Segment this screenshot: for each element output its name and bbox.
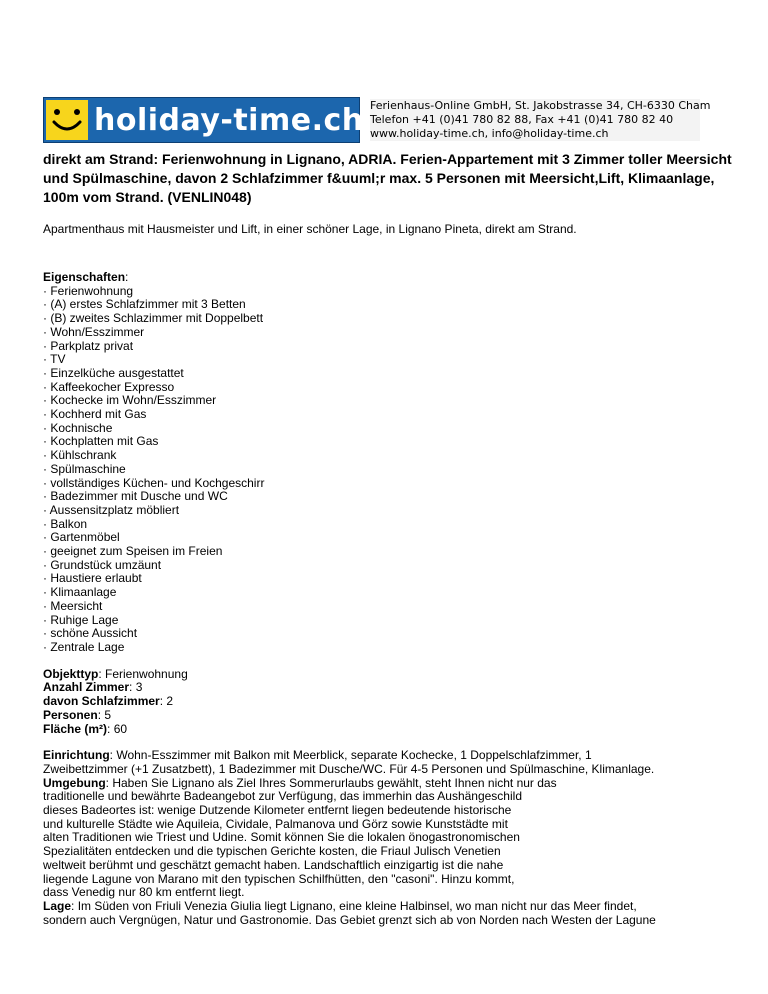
feature-item: · Kaffeekocher Expresso — [43, 381, 733, 395]
feature-item: · Spülmaschine — [43, 463, 733, 477]
feature-item: · Kochnische — [43, 422, 733, 436]
einrichtung-label: Einrichtung — [43, 748, 110, 763]
detail-value: 2 — [166, 694, 174, 709]
feature-item: · Kochplatten mit Gas — [43, 435, 733, 449]
feature-item: · vollständiges Küchen- und Kochgeschirr — [43, 477, 733, 491]
logo-text: holiday-time.ch — [94, 103, 364, 138]
detail-label: Anzahl Zimmer — [43, 680, 130, 695]
lage-line: Im Süden von Friuli Venezia Giulia liegt Lignano, eine kleine Halbinsel, wo man nicht nur das Meer findet, — [77, 898, 637, 913]
details-section — [43, 668, 733, 737]
detail-value: 5 — [104, 707, 112, 722]
umgebung-line: Spezialitäten entdecken und die typischen Gerichte kosten, die Friaul Julisch Venetien — [43, 844, 501, 859]
feature-item: · Haustiere erlaubt — [43, 572, 733, 586]
company-phone: Telefon +41 (0)41 780 82 88, Fax +41 (0)41 780 82 40 — [370, 113, 674, 126]
feature-item: · Aussensitzplatz möbliert — [43, 504, 733, 518]
lage-line: sondern auch Vergnügen, Natur und Gastronomie. Das Gebiet grenzt sich ab von Norden nach Westen der Lagune — [43, 912, 656, 927]
feature-item: · (B) zweites Schlazimmer mit Doppelbett — [43, 312, 733, 326]
content — [43, 271, 733, 927]
umgebung-line: und kulturelle Städte wie Aquileia, Cividale, Palmanova und Görz sowie Kunststädte mit — [43, 816, 508, 831]
detail-value: 60 — [113, 721, 128, 736]
features-list — [43, 285, 733, 655]
holiday-time-logo[interactable] — [43, 97, 364, 143]
detail-row: Personen: 5 — [43, 707, 112, 722]
feature-item: · Badezimmer mit Dusche und WC — [43, 490, 733, 504]
feature-item: · geeignet zum Speisen im Freien — [43, 545, 733, 559]
feature-item: · Gartenmöbel — [43, 531, 733, 545]
features-label: Eigenschaften — [43, 270, 126, 284]
detail-label: davon Schlafzimmer — [43, 694, 160, 709]
umgebung-line: dieses Badeortes ist: wenige Dutzende Kilometer entfernt liegen bedeutende historische — [43, 803, 512, 818]
umgebung-label: Umgebung — [43, 775, 106, 790]
feature-item: · TV — [43, 353, 733, 367]
detail-value: 3 — [135, 680, 143, 695]
umgebung-line: weltweit berühmt und geschätzt gemacht haben. Landschaftlich einzigartig ist die nahe — [43, 857, 504, 872]
feature-item: · Zentrale Lage — [43, 641, 733, 655]
features-section: Eigenschaften: · Ferienwohnung · (A) erstes Schlafzimmer mit 3 Betten · (B) zweites Schlazimmer mit Doppelbett · Wohn/Esszimmer · Parkplatz privat · TV · Einzelküche ausgestattet · Kaffeekocher Expresso · Kochecke im Wohn/Esszimmer · Kochherd mit Gas · Kochnische · Kochplatten mit Gas · Kühlschrank · Spülmaschine · vollständiges Küchen- und Kochgeschirr · Badezimmer mit Dusche und WC · Aussensitzplatz möbliert · Balkon · Gartenmöbel · geeignet zum Speisen im Freien · Grundstück umzäunt · Haustiere erlaubt · Klimaanlage · Meersicht · Ruhige Lage · schöne Aussicht · Zentrale Lage — [43, 271, 733, 655]
detail-row: davon Schlafzimmer: 2 — [43, 694, 174, 709]
company-web[interactable]: www.holiday-time.ch, info@holiday-time.ch — [370, 127, 609, 140]
feature-item: · Balkon — [43, 518, 733, 532]
feature-item: · Grundstück umzäunt — [43, 559, 733, 573]
feature-item: · Einzelküche ausgestattet — [43, 367, 733, 381]
umgebung-line: Haben Sie Lignano als Ziel Ihres Sommerurlaubs gewählt, steht Ihnen nicht nur das — [112, 775, 557, 790]
feature-item: · schöne Aussicht — [43, 627, 733, 641]
umgebung-line: alten Traditionen wie Triest und Udine. Somit können Sie die lokalen önogastronomischen — [43, 830, 520, 845]
feature-item: · Kochecke im Wohn/Esszimmer — [43, 394, 733, 408]
detail-label: Fläche (m²) — [43, 721, 108, 736]
detail-row: Objekttyp: Ferienwohnung — [43, 666, 188, 681]
header — [43, 97, 711, 143]
page-title: direkt am Strand: Ferienwohnung in Lignano, ADRIA. Ferien-Appartement mit 3 Zimmer toller Meersicht und Spülmaschine, davon 2 Schlafzimmer f&uuml;r max. 5 Personen mit Meersicht,Lift, Klimaanlage, 100m vom Strand. (VENLIN048) — [43, 151, 732, 205]
company-address: Ferienhaus-Online GmbH, St. Jakobstrasse 34, CH-6330 Cham — [370, 99, 711, 112]
feature-item: · Meersicht — [43, 600, 733, 614]
feature-item: · Ferienwohnung — [43, 285, 733, 299]
umgebung-line: traditionelle und bewährte Badeangebot zur Verfügung, das immerhin das Aushängeschild — [43, 789, 522, 804]
feature-item: · (A) erstes Schlafzimmer mit 3 Betten — [43, 298, 733, 312]
lage-label: Lage — [43, 898, 72, 913]
einrichtung-line: Wohn-Esszimmer mit Balkon mit Meerblick, separate Kochecke, 1 Doppelschlafzimmer, 1 — [116, 748, 592, 763]
company-info — [370, 99, 711, 141]
detail-row: Fläche (m²): 60 — [43, 721, 128, 736]
feature-item: · Parkplatz privat — [43, 340, 733, 354]
einrichtung-line: Zweibettzimmer (+1 Zusatzbett), 1 Badezimmer mit Dusche/WC. Für 4-5 Personen und Spülmaschine, Klimanlage. — [43, 761, 655, 776]
feature-item: · Ruhige Lage — [43, 614, 733, 628]
feature-item: · Klimaanlage — [43, 586, 733, 600]
detail-value: Ferienwohnung — [105, 666, 188, 681]
detail-label: Personen — [43, 707, 98, 722]
feature-item: · Kühlschrank — [43, 449, 733, 463]
umgebung-line: liegende Lagune von Marano mit den typischen Schilfhütten, den "casoni". Hinzu kommt, — [43, 871, 515, 886]
einrichtung-section: Einrichtung: Wohn-Esszimmer mit Balkon mit Meerblick, separate Kochecke, 1 Doppelschlafzimmer, 1 Zweibettzimmer (+1 Zusatzbett), 1 Badezimmer mit Dusche/WC. Für 4-5 Personen und Spülmaschine, Klimanlage. Umgebung: Haben Sie Lignano als Ziel Ihres Sommerurlaubs gewählt, steht Ihnen nicht nur das traditionelle und bewährte Badeangebot zur Verfügung, das immerhin das Aushängeschild dieses Badeortes ist: wenige Dutzende Kilometer entfernt liegen bedeutende historische und kulturelle Städte wie Aquileia, Cividale, Palmanova und Görz sowie Kunststädte mit alten Traditionen wie Triest und Udine. Somit können Sie die lokalen önogastronomischen Spezialitäten entdecken und die typischen Gerichte kosten, die Friaul Julisch Venetien weltweit berühmt und geschätzt gemacht haben. Landschaftlich einzigartig ist die nahe liegende Lagune von Marano mit den typischen Schilfhütten, den "casoni". Hinzu kommt, dass Venedig nur 80 km entfernt liegt. Lage: Im Süden von Friuli Venezia Giulia liegt Lignano, eine kleine Halbinsel, wo man nicht nur das Meer findet, sondern auch Vergnügen, Natur und Gastronomie. Das Gebiet grenzt sich ab von Norden nach Westen der Lagune — [43, 749, 733, 927]
feature-item: · Kochherd mit Gas — [43, 408, 733, 422]
umgebung-line: dass Venedig nur 80 km entfernt liegt. — [43, 885, 245, 900]
detail-row: Anzahl Zimmer: 3 — [43, 680, 143, 695]
detail-label: Objekttyp — [43, 666, 99, 681]
smiley-icon — [46, 100, 88, 140]
feature-item: · Wohn/Esszimmer — [43, 326, 733, 340]
intro-text: Apartmenthaus mit Hausmeister und Lift, in einer schöner Lage, in Lignano Pineta, direkt am Strand. — [43, 222, 577, 236]
